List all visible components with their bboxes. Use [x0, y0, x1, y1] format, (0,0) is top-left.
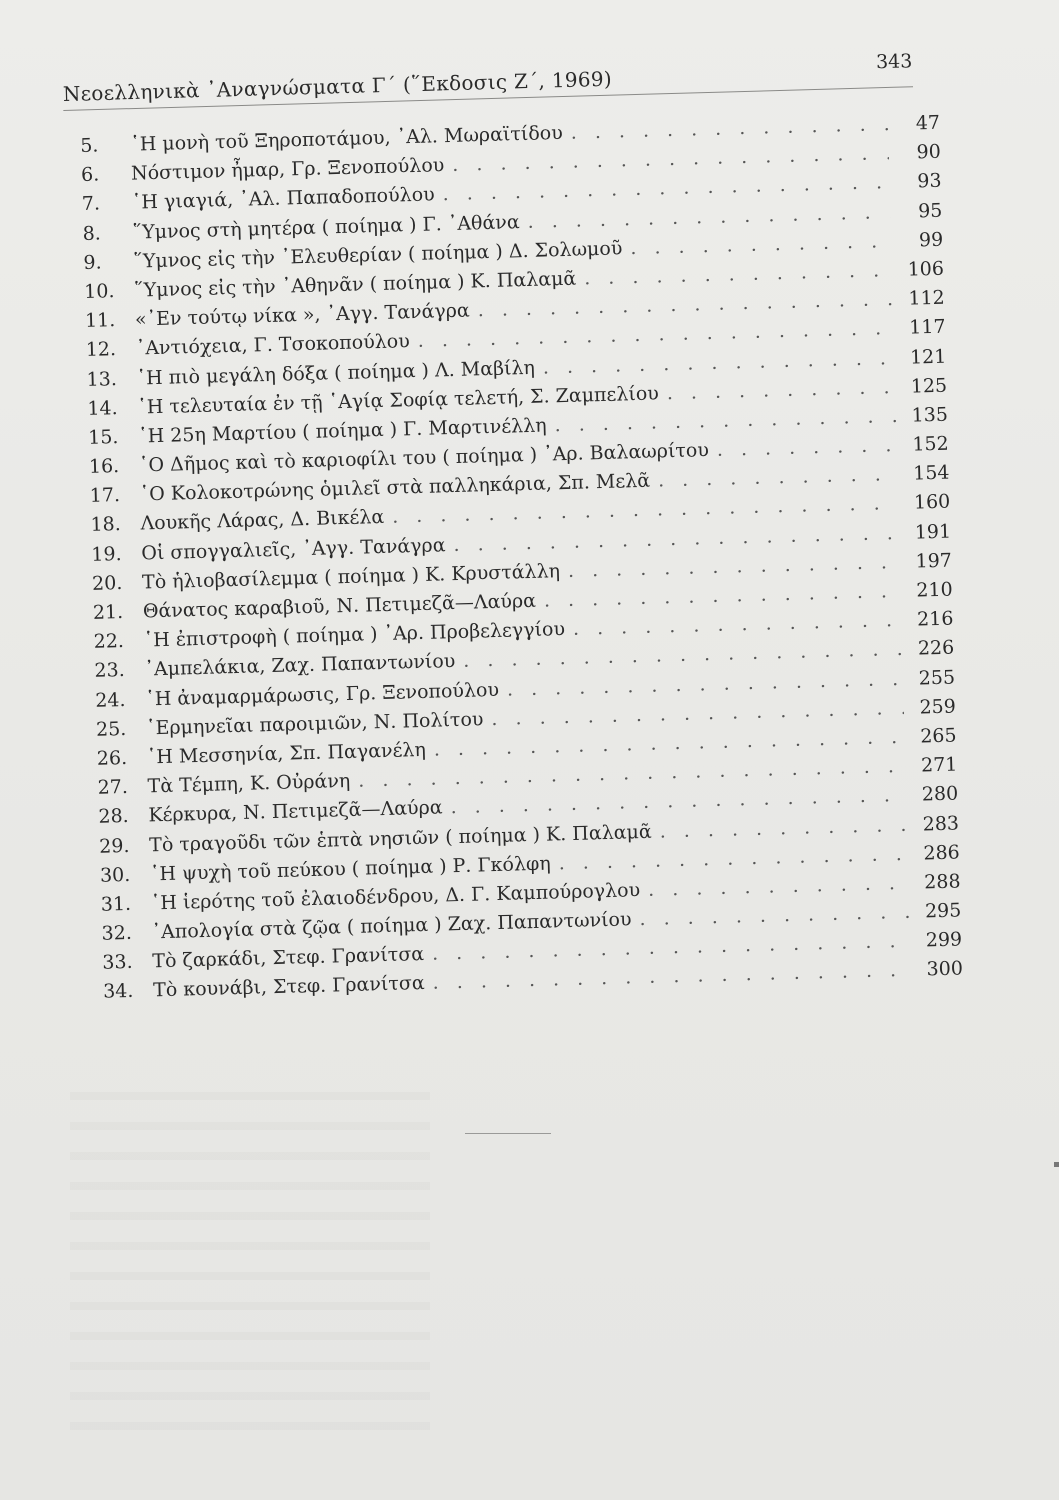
entry-title: ῞Υμνος εἰς τὴν ᾿Ελευθερίαν ( ποίημα ) Δ. Σολωμοῦ — [133, 237, 623, 273]
entry-number: 12. — [85, 338, 117, 362]
entry-title: Τὸ κουνάβι, Στεφ. Γρανίτσα — [152, 972, 425, 1002]
entry-page-number: 93 — [917, 170, 942, 193]
edge-mark — [1054, 1162, 1059, 1167]
page-number: 343 — [875, 50, 913, 74]
entry-title: ῾Η πιὸ μεγάλη δόξα ( ποίημα ) Λ. Μαβίλη — [136, 356, 536, 390]
entry-title: «᾿Εν τούτῳ νίκα », ᾿Αγγ. Τανάγρα — [134, 299, 471, 331]
bleed-through-text — [70, 1070, 430, 1430]
entry-number: 21. — [92, 601, 124, 624]
entry-title: Θάνατος καραβιοῦ, Ν. Πετιμεζᾶ—Λαύρα — [142, 589, 537, 623]
entry-number: 14. — [87, 396, 118, 420]
entry-title: ῾Η γιαγιά, ᾿Αλ. Παπαδοπούλου — [131, 183, 435, 214]
entry-number: 23. — [94, 659, 126, 683]
entry-number: 9. — [83, 251, 102, 274]
entry-page-number: 286 — [923, 841, 961, 865]
entry-page-number: 125 — [910, 374, 948, 398]
entry-number: 7. — [81, 192, 101, 216]
entry-page-number: 47 — [915, 111, 941, 135]
entry-title: ῾Η μονὴ τοῦ Ξηροποτάμου, ᾿Αλ. Μωραϊτίδου — [129, 121, 564, 156]
entry-number: 20. — [91, 571, 123, 595]
entry-page-number: 154 — [912, 461, 950, 485]
entry-title: Τὸ ζαρκάδι, Στεφ. Γρανίτσα — [152, 943, 425, 973]
entry-number: 29. — [98, 834, 130, 858]
dot-leader — [717, 434, 897, 461]
entry-page-number: 283 — [922, 811, 960, 835]
entry-page-number: 280 — [921, 782, 959, 806]
entry-page-number: 299 — [925, 928, 963, 952]
entry-page-number: 216 — [916, 607, 954, 631]
entry-number: 19. — [91, 542, 122, 566]
entry-page-number: 265 — [920, 724, 957, 748]
entry-number: 5. — [80, 134, 99, 157]
entry-number: 15. — [87, 425, 119, 449]
entry-page-number: 90 — [916, 140, 942, 164]
entry-title: ῾Ο Κολοκοτρώνης ὁμιλεῖ στὰ παλληκάρια, Σπ. Μελᾶ — [139, 469, 651, 506]
entry-title: Τὸ ἡλιοβασίλεμμα ( ποίημα ) Κ. Κρυστάλλη — [141, 559, 561, 594]
entry-page-number: 191 — [914, 520, 952, 544]
entry-title: Λουκῆς Λάρας, Δ. Βικέλα — [140, 506, 385, 535]
entry-page-number: 255 — [918, 666, 956, 690]
entry-number: 8. — [82, 222, 102, 245]
entry-page-number: 152 — [912, 432, 949, 456]
entry-title: ῾Η ἐπιστροφὴ ( ποίημα ) ᾿Αρ. Προβελεγγίου — [143, 618, 566, 652]
entry-number: 11. — [84, 309, 116, 333]
entry-title: ῾Ερμηνεῖαι παροιμιῶν, Ν. Πολίτου — [145, 708, 484, 740]
section-divider — [465, 1133, 551, 1134]
entry-page-number: 271 — [920, 753, 958, 777]
entry-page-number: 160 — [913, 491, 951, 515]
entry-title: ῞Υμνος εἰς τὴν ᾿Αθηνᾶν ( ποίημα ) Κ. Παλαμᾶ — [133, 267, 577, 302]
entry-title: ᾿Αντιόχεια, Γ. Τσοκοπούλου — [135, 330, 411, 360]
entry-number: 25. — [95, 717, 127, 741]
entry-page-number: 121 — [909, 345, 947, 369]
running-title: Νεοελληνικὰ ᾿Αναγνώσματα Γ΄ (῞Εκδοσις Ζ΄, 1969) — [62, 66, 613, 106]
entry-title: ῾Η ψυχὴ τοῦ πεύκου ( ποίημα ) Ρ. Γκόλφη — [149, 852, 551, 886]
entry-number: 17. — [89, 484, 121, 508]
entry-title: ῾Η τελευταία ἐν τῇ ῾Αγίᾳ Σοφίᾳ τελετή, Σ. Ζαμπελίου — [137, 382, 660, 419]
entry-number: 31. — [100, 892, 132, 916]
entry-page-number: 106 — [907, 257, 945, 281]
entry-number: 6. — [80, 163, 100, 187]
entry-page-number: 288 — [923, 870, 961, 894]
entry-number: 34. — [102, 980, 134, 1004]
entry-page-number: 112 — [908, 286, 946, 310]
entry-number: 13. — [86, 367, 118, 391]
dot-leader — [570, 113, 888, 144]
entry-number: 16. — [88, 455, 120, 478]
entry-number: 26. — [96, 746, 128, 770]
entry-page-number: 300 — [926, 957, 964, 981]
entry-title: Οἱ σπογγαλιεῖς, ᾿Αγγ. Τανάγρα — [141, 533, 446, 565]
table-of-contents — [80, 112, 963, 1011]
entry-page-number: 210 — [916, 578, 953, 602]
entry-number: 32. — [101, 921, 133, 945]
entry-title: Κέρκυρα, Ν. Πετιμεζᾶ—Λαύρα — [148, 796, 443, 827]
page-header — [62, 38, 923, 108]
entry-title: Τὸ τραγοῦδι τῶν ἑπτὰ νησιῶν ( ποίημα ) Κ. Παλαμᾶ — [148, 820, 652, 856]
entry-page-number: 197 — [915, 549, 953, 573]
entry-page-number: 259 — [919, 695, 957, 719]
entry-number: 22. — [93, 630, 125, 653]
entry-number: 28. — [98, 805, 129, 829]
entry-number: 10. — [83, 280, 115, 303]
entry-page-number: 95 — [917, 199, 943, 222]
entry-title: ῞Υμνος στὴ μητέρα ( ποίημα ) Γ. ᾿Αθάνα — [132, 210, 520, 244]
entry-page-number: 117 — [908, 315, 946, 339]
entry-number: 24. — [95, 688, 126, 712]
entry-number: 27. — [97, 776, 129, 799]
entry-page-number: 226 — [917, 636, 955, 660]
entry-title: ᾿Αμπελάκια, Ζαχ. Παπαντωνίου — [144, 650, 456, 681]
entry-title: Τὰ Τέμπη, Κ. Οὐράνη — [147, 770, 351, 798]
entry-number: 30. — [99, 863, 131, 887]
entry-title: ῾Η ἀναμαρμάρωσις, Γρ. Ξενοπούλου — [144, 678, 500, 710]
entry-number: 33. — [102, 951, 133, 974]
entry-title: ῾Η 25η Μαρτίου ( ποίημα ) Γ. Μαρτινέλλη — [137, 414, 547, 448]
entry-number: 18. — [90, 513, 122, 537]
entry-title: ῾Ο Δῆμος καὶ τὸ καριοφίλι του ( ποίημα ) ᾿Αρ. Βαλαωρίτου — [138, 439, 710, 477]
entry-title: ῾Η Μεσσηνία, Σπ. Παγανέλη — [146, 738, 427, 769]
entry-page-number: 295 — [924, 899, 962, 923]
entry-page-number: 135 — [911, 403, 949, 427]
entry-page-number: 99 — [918, 228, 944, 252]
entry-title: ῾Η ἱερότης τοῦ ἐλαιοδένδρου, Δ. Γ. Καμπούρογλου — [150, 879, 641, 915]
entry-title: ᾿Απολογία στὰ ζῷα ( ποίημα ) Ζαχ. Παπαντωνίου — [151, 908, 632, 944]
entry-title: Νόστιμον ἦμαρ, Γρ. Ξενοπούλου — [130, 154, 445, 185]
